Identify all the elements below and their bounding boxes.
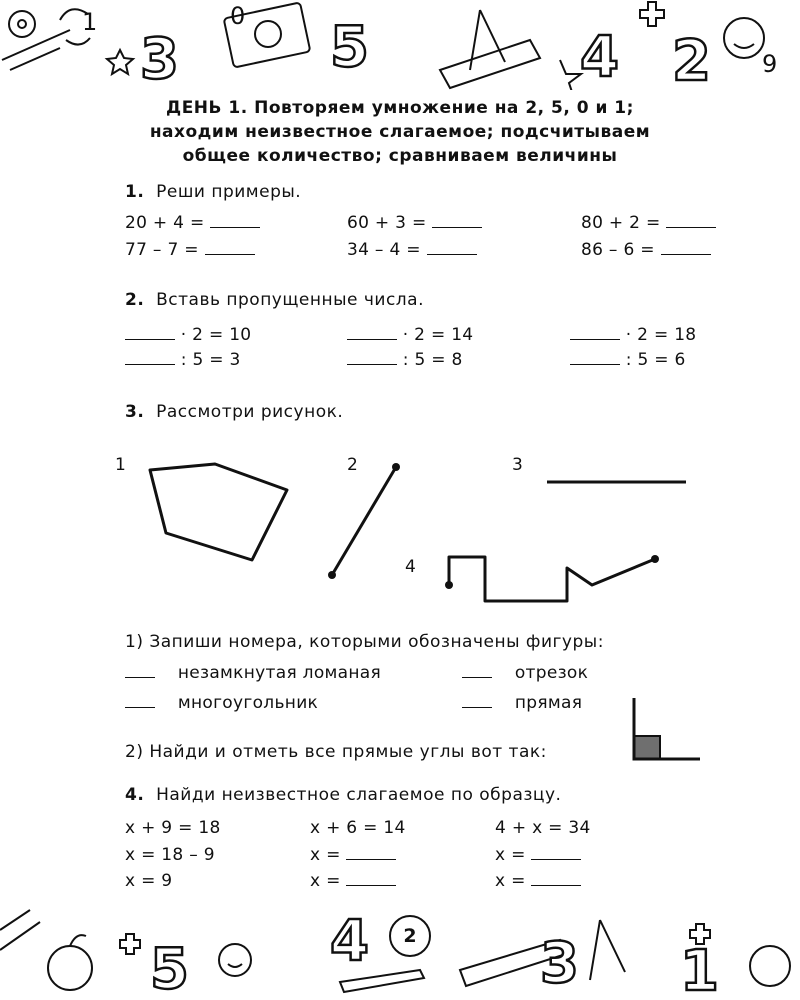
- answer-blank[interactable]: [432, 213, 482, 228]
- task-number: 2.: [125, 290, 145, 310]
- option-row: отрезок: [462, 663, 588, 683]
- example: : 5 = 6: [570, 350, 686, 370]
- task-number: 1.: [125, 182, 145, 202]
- decor-digit: 3: [540, 931, 579, 996]
- task-number: 4.: [125, 785, 145, 805]
- option-row: многоугольник: [125, 693, 318, 713]
- decor-digit: 2: [672, 29, 711, 90]
- answer-blank[interactable]: [125, 693, 155, 708]
- decor-digit: 3: [140, 27, 179, 90]
- answer-blank[interactable]: [125, 350, 175, 365]
- figure-label: 4: [405, 557, 416, 577]
- answer-blank[interactable]: [346, 845, 396, 860]
- example: · 2 = 14: [347, 325, 473, 345]
- endpoint-dot: [392, 463, 400, 471]
- task3-question1: 1) Запиши номера, которыми обозначены фигуры:: [125, 632, 604, 652]
- option-row: незамкнутая ломаная: [125, 663, 381, 683]
- title-line: находим неизвестное слагаемое; подсчитываем: [149, 122, 651, 142]
- endpoint-dot: [328, 571, 336, 579]
- task-text: Вставь пропущенные числа.: [156, 290, 424, 310]
- example: 86 – 6 =: [581, 240, 711, 260]
- equation: x + 9 = 18: [125, 818, 221, 838]
- task2-heading: [125, 290, 424, 310]
- equation: x = 9: [125, 871, 173, 891]
- example: 77 – 7 =: [125, 240, 255, 260]
- decor-digit: 4: [330, 909, 369, 974]
- task-number: 3.: [125, 402, 145, 422]
- figure-label: 1: [115, 455, 126, 475]
- decor-digit: 0: [230, 2, 246, 30]
- answer-blank[interactable]: [531, 845, 581, 860]
- example: · 2 = 18: [570, 325, 696, 345]
- answer-blank[interactable]: [661, 240, 711, 255]
- example: 20 + 4 =: [125, 213, 260, 233]
- title-line: общее количество; сравниваем величины: [182, 146, 618, 166]
- equation: x =: [310, 871, 396, 891]
- endpoint-dot: [445, 581, 453, 589]
- equation: x = 18 – 9: [125, 845, 215, 865]
- equation: 4 + x = 34: [495, 818, 591, 838]
- example: 80 + 2 =: [581, 213, 716, 233]
- task3-heading: [125, 402, 343, 422]
- answer-blank[interactable]: [205, 240, 255, 255]
- answer-blank[interactable]: [346, 871, 396, 886]
- decor-digit: 4: [580, 25, 619, 90]
- task-text: Рассмотри рисунок.: [156, 402, 344, 422]
- option-row: прямая: [462, 693, 582, 713]
- answer-blank[interactable]: [347, 325, 397, 340]
- answer-blank[interactable]: [570, 350, 620, 365]
- page-title: [60, 96, 740, 168]
- task1-heading: [125, 182, 301, 202]
- example: 60 + 3 =: [347, 213, 482, 233]
- task-text: Найди неизвестное слагаемое по образцу.: [156, 785, 562, 805]
- page-number: 2: [389, 915, 431, 957]
- answer-blank[interactable]: [125, 325, 175, 340]
- polyline-shape[interactable]: [449, 557, 655, 601]
- equation: x + 6 = 14: [310, 818, 406, 838]
- decor-digit: 5: [330, 15, 369, 80]
- task4-heading: [125, 785, 561, 805]
- endpoint-dot: [651, 555, 659, 563]
- decor-digit: 5: [150, 937, 189, 1000]
- answer-blank[interactable]: [462, 663, 492, 678]
- decor-digit: 1: [680, 939, 719, 1000]
- decor-digit: 9: [762, 50, 778, 78]
- example: : 5 = 8: [347, 350, 463, 370]
- segment-shape[interactable]: [332, 467, 396, 575]
- figure-label: 2: [347, 455, 358, 475]
- answer-blank[interactable]: [125, 663, 155, 678]
- right-angle-marker-icon: [628, 696, 708, 766]
- answer-blank[interactable]: [210, 213, 260, 228]
- example: · 2 = 10: [125, 325, 251, 345]
- equation: x =: [495, 871, 581, 891]
- polygon-shape[interactable]: [150, 464, 287, 560]
- equation: x =: [495, 845, 581, 865]
- task3-question2: 2) Найди и отметь все прямые углы вот так:: [125, 742, 547, 762]
- answer-blank[interactable]: [462, 693, 492, 708]
- answer-blank[interactable]: [570, 325, 620, 340]
- answer-blank[interactable]: [347, 350, 397, 365]
- example: 34 – 4 =: [347, 240, 477, 260]
- task-text: Реши примеры.: [156, 182, 302, 202]
- example: : 5 = 3: [125, 350, 241, 370]
- figures-drawing: [0, 440, 800, 610]
- figure-label: 3: [512, 455, 523, 475]
- equation: x =: [310, 845, 396, 865]
- answer-blank[interactable]: [531, 871, 581, 886]
- answer-blank[interactable]: [666, 213, 716, 228]
- top-decorative-border: [0, 0, 800, 90]
- title-line: ДЕНЬ 1. Повторяем умножение на 2, 5, 0 и 1;: [166, 98, 634, 118]
- answer-blank[interactable]: [427, 240, 477, 255]
- decor-digit: 1: [82, 8, 98, 36]
